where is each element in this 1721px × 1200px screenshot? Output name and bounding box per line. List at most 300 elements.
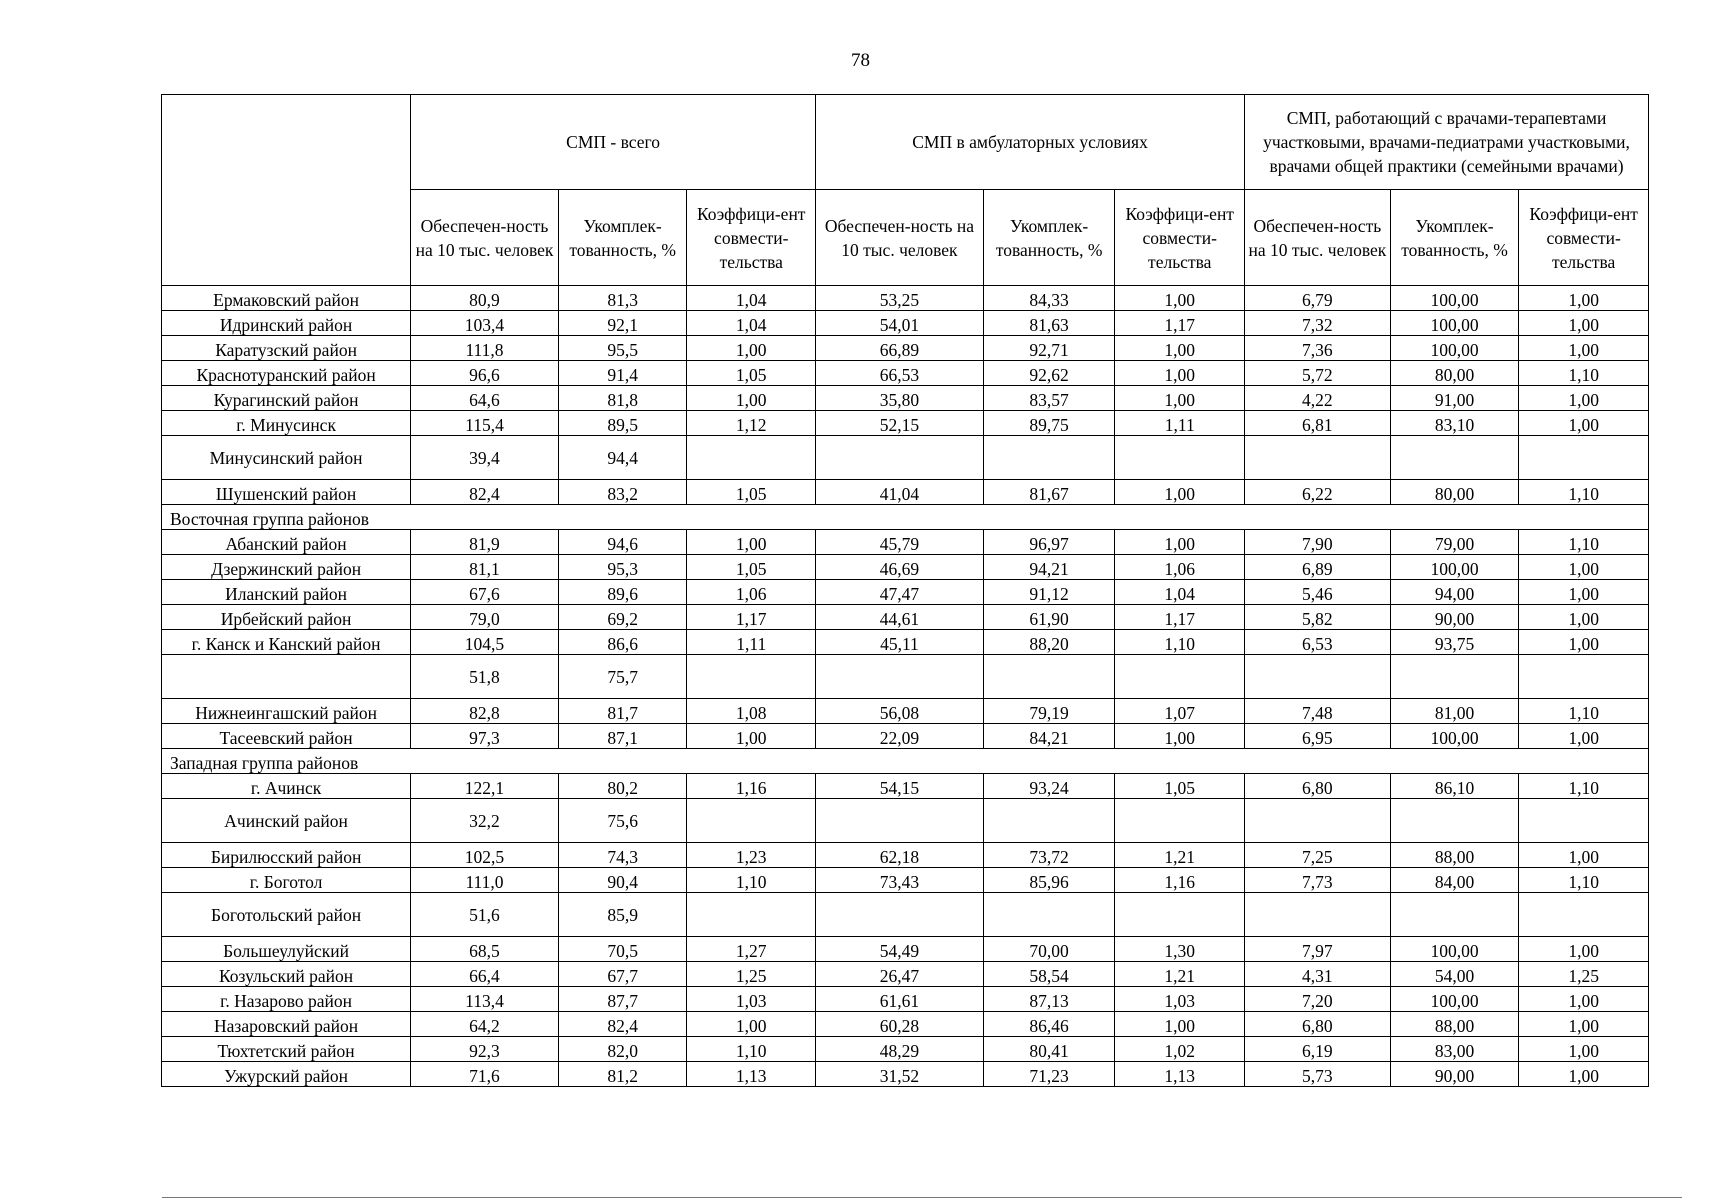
header-staffing: Укомплек-тованность, % <box>558 190 687 286</box>
value-cell: 91,00 <box>1390 386 1519 411</box>
value-cell: 75,7 <box>558 655 687 699</box>
value-cell: 5,72 <box>1245 361 1391 386</box>
group-label: Западная группа районов <box>162 749 1649 774</box>
table-row <box>162 1012 1649 1037</box>
value-cell: 62,18 <box>816 843 984 868</box>
value-cell: 89,75 <box>983 411 1115 436</box>
header-supply: Обеспечен-ность на 10 тыс. человек <box>816 190 984 286</box>
value-cell: 1,25 <box>1519 962 1649 987</box>
value-cell: 1,00 <box>1519 605 1649 630</box>
value-cell: 22,09 <box>816 724 984 749</box>
value-cell: 64,2 <box>411 1012 559 1037</box>
value-cell: 73,43 <box>816 868 984 893</box>
value-cell <box>1519 799 1649 843</box>
district-name: Тюхтетский район <box>162 1037 411 1062</box>
value-cell: 82,4 <box>558 1012 687 1037</box>
value-cell: 5,73 <box>1245 1062 1391 1087</box>
value-cell: 1,16 <box>687 774 816 799</box>
value-cell: 52,15 <box>816 411 984 436</box>
value-cell: 1,00 <box>1115 336 1245 361</box>
value-cell: 80,41 <box>983 1037 1115 1062</box>
value-cell: 71,23 <box>983 1062 1115 1087</box>
value-cell: 61,90 <box>983 605 1115 630</box>
value-cell: 1,08 <box>687 699 816 724</box>
table-row <box>162 386 1649 411</box>
header-corner-cell <box>162 95 411 286</box>
value-cell: 90,4 <box>558 868 687 893</box>
value-cell: 1,00 <box>1115 1012 1245 1037</box>
value-cell <box>687 893 816 937</box>
district-name: г. Ачинск <box>162 774 411 799</box>
value-cell: 5,46 <box>1245 580 1391 605</box>
value-cell: 61,61 <box>816 987 984 1012</box>
value-cell: 1,13 <box>1115 1062 1245 1087</box>
value-cell: 1,00 <box>1519 1062 1649 1087</box>
value-cell: 47,47 <box>816 580 984 605</box>
value-cell: 81,8 <box>558 386 687 411</box>
value-cell: 6,95 <box>1245 724 1391 749</box>
value-cell <box>816 799 984 843</box>
value-cell: 79,00 <box>1390 530 1519 555</box>
value-cell: 89,5 <box>558 411 687 436</box>
table-row <box>162 480 1649 505</box>
header-group-smp-with-physicians: СМП, работающий с врачами-терапевтами участковыми, врачами-педиатрами участковыми, врачами общей практики (семейными врачами) <box>1245 95 1649 190</box>
value-cell: 51,8 <box>411 655 559 699</box>
value-cell: 31,52 <box>816 1062 984 1087</box>
value-cell: 94,00 <box>1390 580 1519 605</box>
district-name: Ужурский район <box>162 1062 411 1087</box>
district-name: г. Минусинск <box>162 411 411 436</box>
value-cell: 83,10 <box>1390 411 1519 436</box>
group-label: Восточная группа районов <box>162 505 1649 530</box>
value-cell: 100,00 <box>1390 724 1519 749</box>
district-name: Ирбейский район <box>162 605 411 630</box>
value-cell: 111,0 <box>411 868 559 893</box>
value-cell: 87,1 <box>558 724 687 749</box>
value-cell <box>1390 799 1519 843</box>
value-cell: 1,00 <box>1519 580 1649 605</box>
value-cell: 82,8 <box>411 699 559 724</box>
value-cell <box>816 436 984 480</box>
value-cell: 81,3 <box>558 286 687 311</box>
value-cell: 81,2 <box>558 1062 687 1087</box>
value-cell: 1,00 <box>1519 311 1649 336</box>
value-cell: 1,00 <box>1115 724 1245 749</box>
value-cell: 66,53 <box>816 361 984 386</box>
value-cell: 1,10 <box>1519 480 1649 505</box>
value-cell: 81,1 <box>411 555 559 580</box>
value-cell: 115,4 <box>411 411 559 436</box>
value-cell: 1,17 <box>1115 605 1245 630</box>
table-row <box>162 336 1649 361</box>
district-name: г. Канск и Канский район <box>162 630 411 655</box>
value-cell: 94,21 <box>983 555 1115 580</box>
value-cell: 93,75 <box>1390 630 1519 655</box>
district-name: Минусинский район <box>162 436 411 480</box>
value-cell: 81,63 <box>983 311 1115 336</box>
value-cell: 44,61 <box>816 605 984 630</box>
value-cell: 70,00 <box>983 937 1115 962</box>
value-cell: 32,2 <box>411 799 559 843</box>
value-cell: 80,9 <box>411 286 559 311</box>
value-cell: 46,69 <box>816 555 984 580</box>
value-cell: 48,29 <box>816 1037 984 1062</box>
value-cell: 70,5 <box>558 937 687 962</box>
value-cell: 7,90 <box>1245 530 1391 555</box>
table-row <box>162 962 1649 987</box>
value-cell: 7,48 <box>1245 699 1391 724</box>
value-cell: 80,2 <box>558 774 687 799</box>
value-cell: 1,00 <box>1115 386 1245 411</box>
value-cell: 69,2 <box>558 605 687 630</box>
value-cell: 84,33 <box>983 286 1115 311</box>
value-cell: 64,6 <box>411 386 559 411</box>
district-name: Краснотуранский район <box>162 361 411 386</box>
value-cell: 66,4 <box>411 962 559 987</box>
page-bottom-rule <box>162 1197 1682 1198</box>
value-cell: 1,10 <box>687 868 816 893</box>
table-row <box>162 411 1649 436</box>
header-staffing: Укомплек-тованность, % <box>983 190 1115 286</box>
value-cell: 56,08 <box>816 699 984 724</box>
value-cell: 6,19 <box>1245 1037 1391 1062</box>
staffing-table <box>161 94 1649 1087</box>
value-cell: 83,2 <box>558 480 687 505</box>
value-cell: 1,17 <box>687 605 816 630</box>
value-cell: 6,80 <box>1245 774 1391 799</box>
table-row <box>162 361 1649 386</box>
value-cell: 100,00 <box>1390 286 1519 311</box>
value-cell: 1,05 <box>687 361 816 386</box>
value-cell: 1,10 <box>1519 361 1649 386</box>
district-name: Ермаковский район <box>162 286 411 311</box>
value-cell: 1,10 <box>1519 699 1649 724</box>
table-row <box>162 937 1649 962</box>
value-cell: 60,28 <box>816 1012 984 1037</box>
value-cell: 58,54 <box>983 962 1115 987</box>
value-cell: 79,19 <box>983 699 1115 724</box>
district-name: г. Боготол <box>162 868 411 893</box>
table-row <box>162 530 1649 555</box>
value-cell: 7,20 <box>1245 987 1391 1012</box>
value-cell: 75,6 <box>558 799 687 843</box>
value-cell: 1,11 <box>1115 411 1245 436</box>
value-cell: 88,20 <box>983 630 1115 655</box>
table-row <box>162 774 1649 799</box>
district-name: Абанский район <box>162 530 411 555</box>
value-cell: 1,17 <box>1115 311 1245 336</box>
value-cell: 74,3 <box>558 843 687 868</box>
district-name: Курагинский район <box>162 386 411 411</box>
district-name: Дзержинский район <box>162 555 411 580</box>
value-cell <box>816 893 984 937</box>
value-cell: 85,9 <box>558 893 687 937</box>
table-row <box>162 630 1649 655</box>
value-cell: 89,6 <box>558 580 687 605</box>
value-cell: 7,73 <box>1245 868 1391 893</box>
table-row <box>162 1062 1649 1087</box>
value-cell: 6,89 <box>1245 555 1391 580</box>
header-coefficient: Коэффици-ент совмести-тельства <box>687 190 816 286</box>
value-cell: 1,02 <box>1115 1037 1245 1062</box>
value-cell: 6,79 <box>1245 286 1391 311</box>
value-cell: 7,36 <box>1245 336 1391 361</box>
value-cell: 1,00 <box>1519 843 1649 868</box>
value-cell <box>1519 893 1649 937</box>
value-cell: 1,13 <box>687 1062 816 1087</box>
value-cell: 91,12 <box>983 580 1115 605</box>
district-name: Нижнеингашский район <box>162 699 411 724</box>
district-name: Шушенский район <box>162 480 411 505</box>
header-coefficient: Коэффици-ент совмести-тельства <box>1519 190 1649 286</box>
value-cell: 7,25 <box>1245 843 1391 868</box>
value-cell: 1,00 <box>1519 937 1649 962</box>
value-cell: 6,22 <box>1245 480 1391 505</box>
value-cell: 92,1 <box>558 311 687 336</box>
value-cell: 95,5 <box>558 336 687 361</box>
value-cell: 1,05 <box>687 555 816 580</box>
value-cell: 71,6 <box>411 1062 559 1087</box>
value-cell: 1,00 <box>1519 724 1649 749</box>
value-cell: 80,00 <box>1390 480 1519 505</box>
value-cell: 41,04 <box>816 480 984 505</box>
value-cell <box>983 436 1115 480</box>
value-cell: 100,00 <box>1390 336 1519 361</box>
value-cell <box>1519 436 1649 480</box>
value-cell <box>1245 436 1391 480</box>
value-cell: 104,5 <box>411 630 559 655</box>
value-cell: 96,97 <box>983 530 1115 555</box>
value-cell: 6,53 <box>1245 630 1391 655</box>
value-cell: 86,46 <box>983 1012 1115 1037</box>
value-cell <box>687 799 816 843</box>
value-cell: 113,4 <box>411 987 559 1012</box>
table-row <box>162 605 1649 630</box>
value-cell: 102,5 <box>411 843 559 868</box>
value-cell: 85,96 <box>983 868 1115 893</box>
value-cell: 88,00 <box>1390 843 1519 868</box>
header-supply: Обеспечен-ность на 10 тыс. человек <box>1245 190 1391 286</box>
value-cell: 94,4 <box>558 436 687 480</box>
value-cell: 1,27 <box>687 937 816 962</box>
value-cell <box>1390 655 1519 699</box>
value-cell: 81,00 <box>1390 699 1519 724</box>
value-cell: 92,71 <box>983 336 1115 361</box>
table-row <box>162 580 1649 605</box>
value-cell <box>1519 655 1649 699</box>
value-cell: 122,1 <box>411 774 559 799</box>
value-cell: 100,00 <box>1390 555 1519 580</box>
value-cell: 4,22 <box>1245 386 1391 411</box>
table-row <box>162 799 1649 843</box>
value-cell: 80,00 <box>1390 361 1519 386</box>
district-name <box>162 655 411 699</box>
value-cell: 45,79 <box>816 530 984 555</box>
value-cell: 1,00 <box>687 336 816 361</box>
value-cell <box>1245 655 1391 699</box>
value-cell: 45,11 <box>816 630 984 655</box>
value-cell: 1,00 <box>1519 555 1649 580</box>
value-cell: 1,00 <box>687 386 816 411</box>
header-staffing: Укомплек-тованность, % <box>1390 190 1519 286</box>
value-cell: 54,01 <box>816 311 984 336</box>
value-cell: 81,9 <box>411 530 559 555</box>
value-cell: 7,32 <box>1245 311 1391 336</box>
header-group-smp-ambulatory: СМП в амбулаторных условиях <box>816 95 1245 190</box>
district-name: Назаровский район <box>162 1012 411 1037</box>
district-name: Иланский район <box>162 580 411 605</box>
value-cell: 7,97 <box>1245 937 1391 962</box>
value-cell <box>1390 436 1519 480</box>
value-cell: 1,00 <box>1519 411 1649 436</box>
table-row <box>162 699 1649 724</box>
district-name: Тасеевский район <box>162 724 411 749</box>
value-cell: 87,7 <box>558 987 687 1012</box>
value-cell: 97,3 <box>411 724 559 749</box>
value-cell <box>687 655 816 699</box>
value-cell: 100,00 <box>1390 311 1519 336</box>
value-cell: 68,5 <box>411 937 559 962</box>
value-cell: 86,6 <box>558 630 687 655</box>
value-cell: 1,05 <box>687 480 816 505</box>
value-cell: 96,6 <box>411 361 559 386</box>
value-cell <box>1245 893 1391 937</box>
value-cell: 1,00 <box>1519 1012 1649 1037</box>
value-cell: 1,00 <box>687 724 816 749</box>
value-cell: 54,15 <box>816 774 984 799</box>
header-group-smp-total: СМП - всего <box>411 95 816 190</box>
value-cell: 26,47 <box>816 962 984 987</box>
value-cell: 92,62 <box>983 361 1115 386</box>
district-name: Большеулуйский <box>162 937 411 962</box>
value-cell: 93,24 <box>983 774 1115 799</box>
value-cell: 84,00 <box>1390 868 1519 893</box>
value-cell: 67,6 <box>411 580 559 605</box>
district-name: Боготольский район <box>162 893 411 937</box>
value-cell: 81,7 <box>558 699 687 724</box>
value-cell: 1,00 <box>1519 630 1649 655</box>
value-cell: 94,6 <box>558 530 687 555</box>
table-row <box>162 987 1649 1012</box>
value-cell <box>1245 799 1391 843</box>
value-cell <box>1115 799 1245 843</box>
value-cell: 90,00 <box>1390 605 1519 630</box>
value-cell <box>816 655 984 699</box>
value-cell: 1,00 <box>1519 386 1649 411</box>
group-row <box>162 505 1649 530</box>
value-cell <box>1115 893 1245 937</box>
value-cell: 4,31 <box>1245 962 1391 987</box>
group-row <box>162 749 1649 774</box>
value-cell: 66,89 <box>816 336 984 361</box>
value-cell: 1,30 <box>1115 937 1245 962</box>
value-cell: 1,00 <box>687 530 816 555</box>
value-cell: 1,00 <box>1115 361 1245 386</box>
value-cell: 100,00 <box>1390 987 1519 1012</box>
value-cell: 81,67 <box>983 480 1115 505</box>
district-name: Козульский район <box>162 962 411 987</box>
value-cell: 86,10 <box>1390 774 1519 799</box>
table-row <box>162 311 1649 336</box>
value-cell: 1,21 <box>1115 843 1245 868</box>
value-cell: 88,00 <box>1390 1012 1519 1037</box>
value-cell: 83,00 <box>1390 1037 1519 1062</box>
district-name: Идринский район <box>162 311 411 336</box>
value-cell: 82,4 <box>411 480 559 505</box>
value-cell: 79,0 <box>411 605 559 630</box>
value-cell <box>983 893 1115 937</box>
value-cell: 1,10 <box>1519 774 1649 799</box>
value-cell: 90,00 <box>1390 1062 1519 1087</box>
value-cell: 1,00 <box>1519 286 1649 311</box>
table-row <box>162 868 1649 893</box>
table-body <box>162 286 1649 1087</box>
value-cell: 1,21 <box>1115 962 1245 987</box>
table-row <box>162 436 1649 480</box>
district-name: Ачинский район <box>162 799 411 843</box>
district-name: Каратузский район <box>162 336 411 361</box>
value-cell: 1,10 <box>1519 530 1649 555</box>
value-cell: 1,03 <box>1115 987 1245 1012</box>
value-cell: 1,03 <box>687 987 816 1012</box>
value-cell: 1,04 <box>687 286 816 311</box>
table-row <box>162 843 1649 868</box>
value-cell: 87,13 <box>983 987 1115 1012</box>
value-cell: 5,82 <box>1245 605 1391 630</box>
value-cell: 73,72 <box>983 843 1115 868</box>
value-cell: 103,4 <box>411 311 559 336</box>
value-cell: 1,23 <box>687 843 816 868</box>
value-cell: 111,8 <box>411 336 559 361</box>
value-cell <box>1115 655 1245 699</box>
value-cell: 1,00 <box>687 1012 816 1037</box>
value-cell: 1,00 <box>1115 286 1245 311</box>
value-cell: 6,81 <box>1245 411 1391 436</box>
value-cell: 1,06 <box>687 580 816 605</box>
value-cell: 1,12 <box>687 411 816 436</box>
district-name: г. Назарово район <box>162 987 411 1012</box>
table-row <box>162 893 1649 937</box>
value-cell: 1,07 <box>1115 699 1245 724</box>
header-coefficient: Коэффици-ент совмести-тельства <box>1115 190 1245 286</box>
value-cell: 35,80 <box>816 386 984 411</box>
value-cell: 1,10 <box>1519 868 1649 893</box>
value-cell: 1,10 <box>1115 630 1245 655</box>
value-cell: 1,00 <box>1115 530 1245 555</box>
value-cell: 1,05 <box>1115 774 1245 799</box>
table-row <box>162 1037 1649 1062</box>
value-cell: 1,04 <box>1115 580 1245 605</box>
page-number: 78 <box>851 50 870 71</box>
value-cell: 1,00 <box>1519 1037 1649 1062</box>
table-row <box>162 724 1649 749</box>
value-cell: 53,25 <box>816 286 984 311</box>
value-cell: 1,16 <box>1115 868 1245 893</box>
value-cell <box>1115 436 1245 480</box>
value-cell <box>983 655 1115 699</box>
value-cell <box>1390 893 1519 937</box>
value-cell: 1,06 <box>1115 555 1245 580</box>
value-cell: 83,57 <box>983 386 1115 411</box>
value-cell: 54,49 <box>816 937 984 962</box>
value-cell: 91,4 <box>558 361 687 386</box>
value-cell: 1,25 <box>687 962 816 987</box>
district-name: Бирилюсский район <box>162 843 411 868</box>
value-cell: 54,00 <box>1390 962 1519 987</box>
value-cell: 82,0 <box>558 1037 687 1062</box>
value-cell: 1,04 <box>687 311 816 336</box>
value-cell: 92,3 <box>411 1037 559 1062</box>
